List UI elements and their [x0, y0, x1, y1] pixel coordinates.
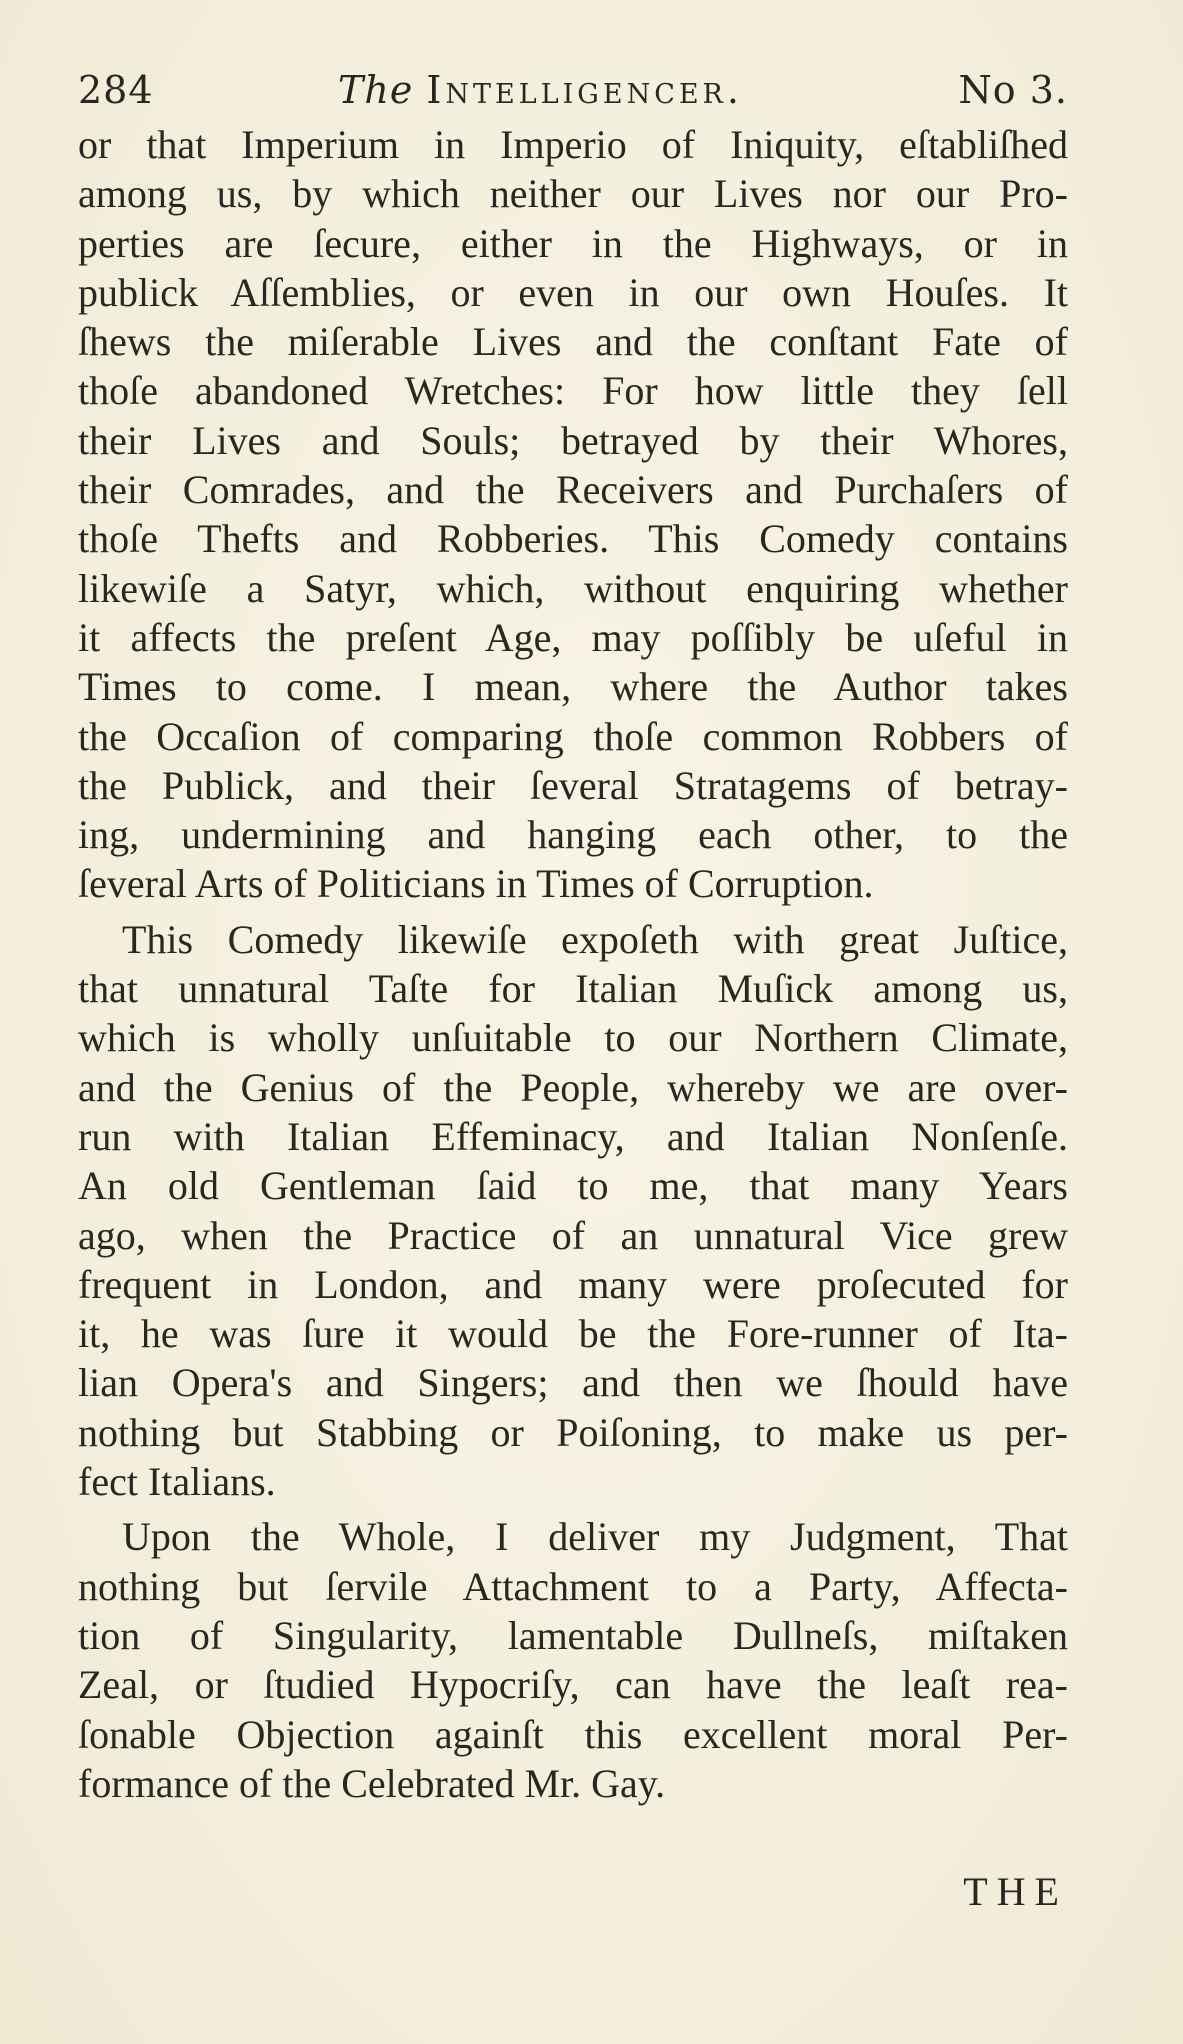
text-line: An old Gentleman ſaid to me, that many Years: [78, 1163, 1068, 1209]
text-line: and the Genius of the People, whereby we are over-: [78, 1064, 1068, 1110]
text-line: run with Italian Effeminacy, and Italian Nonſenſe.: [78, 1113, 1068, 1159]
text-line: tion of Singularity, lamentable Dullneſs, miſtaken: [78, 1612, 1068, 1658]
text-line: their Lives and Souls; betrayed by their Whores,: [78, 417, 1068, 463]
text-line: likewiſe a Satyr, which, without enquiring whether: [78, 565, 1068, 611]
text-line: nothing but Stabbing or Poiſoning, to make us per-: [78, 1409, 1068, 1455]
running-title: [338, 68, 743, 112]
text-line: it affects the preſent Age, may poſſibly be uſeful in: [78, 614, 1068, 660]
running-header: [78, 58, 1068, 114]
text-line: fect Italians.: [78, 1459, 276, 1505]
paragraph-2: [78, 915, 1068, 1507]
text-line: thoſe abandoned Wretches: For how little they ſell: [78, 368, 1068, 414]
text-line: the Publick, and their ſeveral Stratagems of betray-: [78, 762, 1068, 808]
text-line: formance of the Celebrated Mr. Gay.: [78, 1760, 666, 1806]
text-line: frequent in London, and many were proſecuted for: [78, 1261, 1068, 1307]
running-title-intelligencer: Intelligencer.: [426, 68, 743, 112]
text-line: Upon the Whole, I deliver my Judgment, That: [122, 1514, 1068, 1560]
paragraph-1: [78, 120, 1068, 909]
text-line: publick Aſſemblies, or even in our own Houſes. It: [78, 269, 1068, 315]
text-line: ſeveral Arts of Politicians in Times of Corruption.: [78, 861, 874, 907]
paragraph-3: [78, 1512, 1068, 1808]
text-line: which is wholly unſuitable to our Northern Climate,: [78, 1015, 1068, 1061]
running-title-the: The: [338, 68, 414, 112]
text-line: ing, undermining and hanging each other, to the: [78, 812, 1068, 858]
text-line: the Occaſion of comparing thoſe common Robbers of: [78, 713, 1068, 759]
issue-number: No 3.: [958, 68, 1068, 112]
text-line: thoſe Thefts and Robberies. This Comedy contains: [78, 516, 1068, 562]
text-line: their Comrades, and the Receivers and Purchaſers of: [78, 467, 1068, 513]
text-line: among us, by which neither our Lives nor our Pro-: [78, 171, 1068, 217]
text-line: This Comedy likewiſe expoſeth with great Juſtice,: [122, 916, 1068, 962]
body-text: [78, 120, 1068, 1808]
text-line: or that Imperium in Imperio of Iniquity, eſtabliſhed: [78, 122, 1068, 167]
catchword: THE: [963, 1869, 1068, 1914]
page-number: 284: [78, 68, 154, 112]
text-line: it, he was ſure it would be the Fore-runner of Ita-: [78, 1311, 1068, 1357]
text-line: lian Opera's and Singers; and then we ſhould have: [78, 1360, 1068, 1406]
text-line: Times to come. I mean, where the Author takes: [78, 664, 1068, 710]
text-line: nothing but ſervile Attachment to a Party, Affecta-: [78, 1563, 1068, 1609]
text-line: ſhews the miſerable Lives and the conſtant Fate of: [78, 319, 1068, 365]
text-line: ago, when the Practice of an unnatural Vice grew: [78, 1212, 1068, 1258]
text-line: that unnatural Taſte for Italian Muſick among us,: [78, 966, 1068, 1012]
text-line: Zeal, or ſtudied Hypocriſy, can have the leaſt rea-: [78, 1662, 1068, 1708]
text-line: perties are ſecure, either in the Highways, or in: [78, 220, 1068, 266]
text-line: ſonable Objection againſt this excellent moral Per-: [78, 1711, 1068, 1757]
